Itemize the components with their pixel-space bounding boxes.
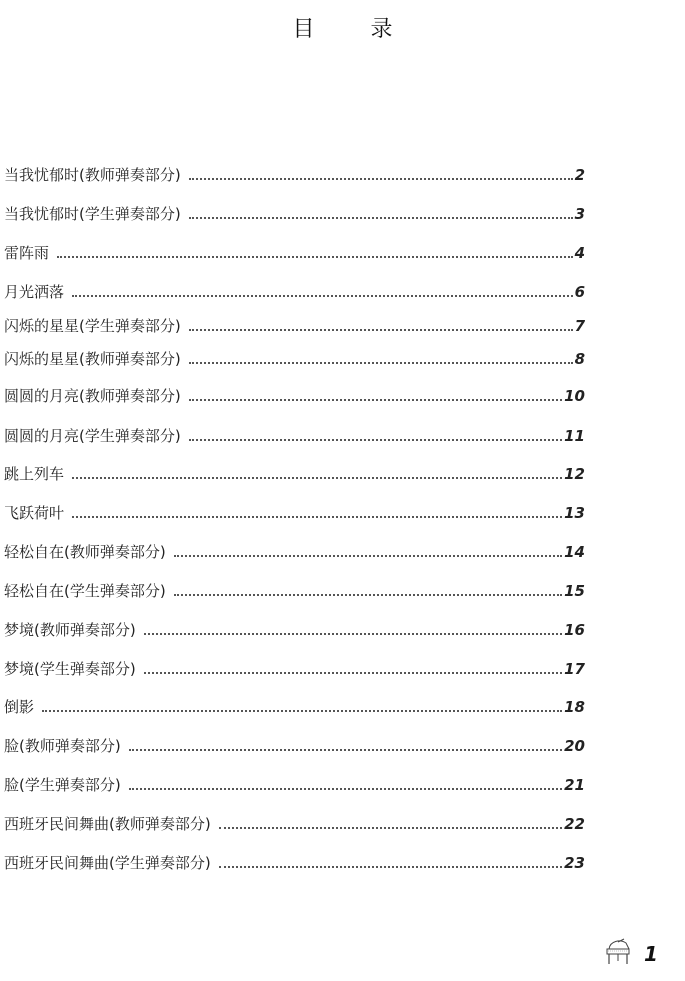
toc-entry [4,160,585,184]
toc-entry-page: 10 [564,387,585,405]
toc-entry-page: 17 [564,660,585,678]
dot-leader [189,178,573,180]
toc-entry [4,344,585,368]
toc-entry-title: 轻松自在(教师弹奏部分) [4,543,166,561]
toc-entry-page: 3 [574,205,585,223]
toc-entry-title: 飞跃荷叶 [4,504,65,522]
toc-entry [4,311,585,335]
toc-entry-page: 21 [564,776,585,794]
dot-leader [219,866,562,868]
toc-entry-title: 闪烁的星星(学生弹奏部分) [4,317,181,335]
toc-entry-page: 16 [564,621,585,639]
toc-entry-title: 圆圆的月亮(教师弹奏部分) [4,387,181,405]
toc-entry-page: 23 [564,854,585,872]
dot-leader [72,477,562,479]
dot-leader [189,217,573,219]
dot-leader [174,594,562,596]
page-number: 1 [644,942,658,966]
toc-entry [4,498,585,522]
dot-leader [189,362,573,364]
toc-entry-page: 13 [564,504,585,522]
toc-entry-title: 西班牙民间舞曲(学生弹奏部分) [4,854,211,872]
toc-entry [4,576,585,600]
dot-leader [42,710,562,712]
dot-leader [174,555,562,557]
toc-entry-title: 圆圆的月亮(学生弹奏部分) [4,427,181,445]
toc-entry-title: 脸(学生弹奏部分) [4,776,121,794]
title-char-1: 目 [292,17,315,42]
toc-entry-page: 15 [564,582,585,600]
dot-leader [189,399,562,401]
toc-entry [4,770,585,794]
toc-entry [4,692,585,716]
toc-entry-page: 12 [564,465,585,483]
toc-entry [4,615,585,639]
toc-entry-page: 6 [574,283,585,301]
toc-entry [4,381,585,405]
dot-leader [129,788,562,790]
dot-leader [57,256,573,258]
dot-leader [219,827,562,829]
toc-entry-page: 4 [574,244,585,262]
page-title [0,12,685,42]
toc-entry-page: 14 [564,543,585,561]
dot-leader [144,672,562,674]
toc-entry [4,537,585,561]
toc-entry [4,421,585,445]
page-footer [604,934,664,974]
toc-entry-page: 2 [574,166,585,184]
toc-entry-title: 脸(教师弹奏部分) [4,737,121,755]
toc-entry-title: 当我忧郁时(学生弹奏部分) [4,205,181,223]
toc-entry-page: 20 [564,737,585,755]
toc-entry-title: 闪烁的星星(教师弹奏部分) [4,350,181,368]
dot-leader [72,516,562,518]
toc-entry [4,731,585,755]
toc-entry-title: 月光洒落 [4,283,65,301]
toc-entry-title: 轻松自在(学生弹奏部分) [4,582,166,600]
toc-entry-title: 梦境(教师弹奏部分) [4,621,136,639]
dot-leader [189,329,573,331]
toc-entry [4,459,585,483]
toc-entry [4,238,585,262]
toc-entry-page: 11 [564,427,585,445]
toc-entry-title: 倒影 [4,698,35,716]
toc-entry-page: 8 [574,350,585,368]
toc-entry-title: 跳上列车 [4,465,65,483]
toc-entry [4,654,585,678]
toc-entry-title: 雷阵雨 [4,244,50,262]
toc-entry-title: 当我忧郁时(教师弹奏部分) [4,166,181,184]
toc-entry-page: 18 [564,698,585,716]
toc-entry-page: 22 [564,815,585,833]
dot-leader [144,633,562,635]
grand-piano-icon [604,937,634,971]
dot-leader [189,439,562,441]
toc-entry [4,277,585,301]
dot-leader [129,749,562,751]
toc-entry [4,809,585,833]
title-char-2: 录 [370,17,393,42]
dot-leader [72,295,573,297]
toc-entry [4,199,585,223]
toc-entry-page: 7 [574,317,585,335]
toc-entry [4,848,585,872]
toc-entry-title: 西班牙民间舞曲(教师弹奏部分) [4,815,211,833]
toc-entry-title: 梦境(学生弹奏部分) [4,660,136,678]
